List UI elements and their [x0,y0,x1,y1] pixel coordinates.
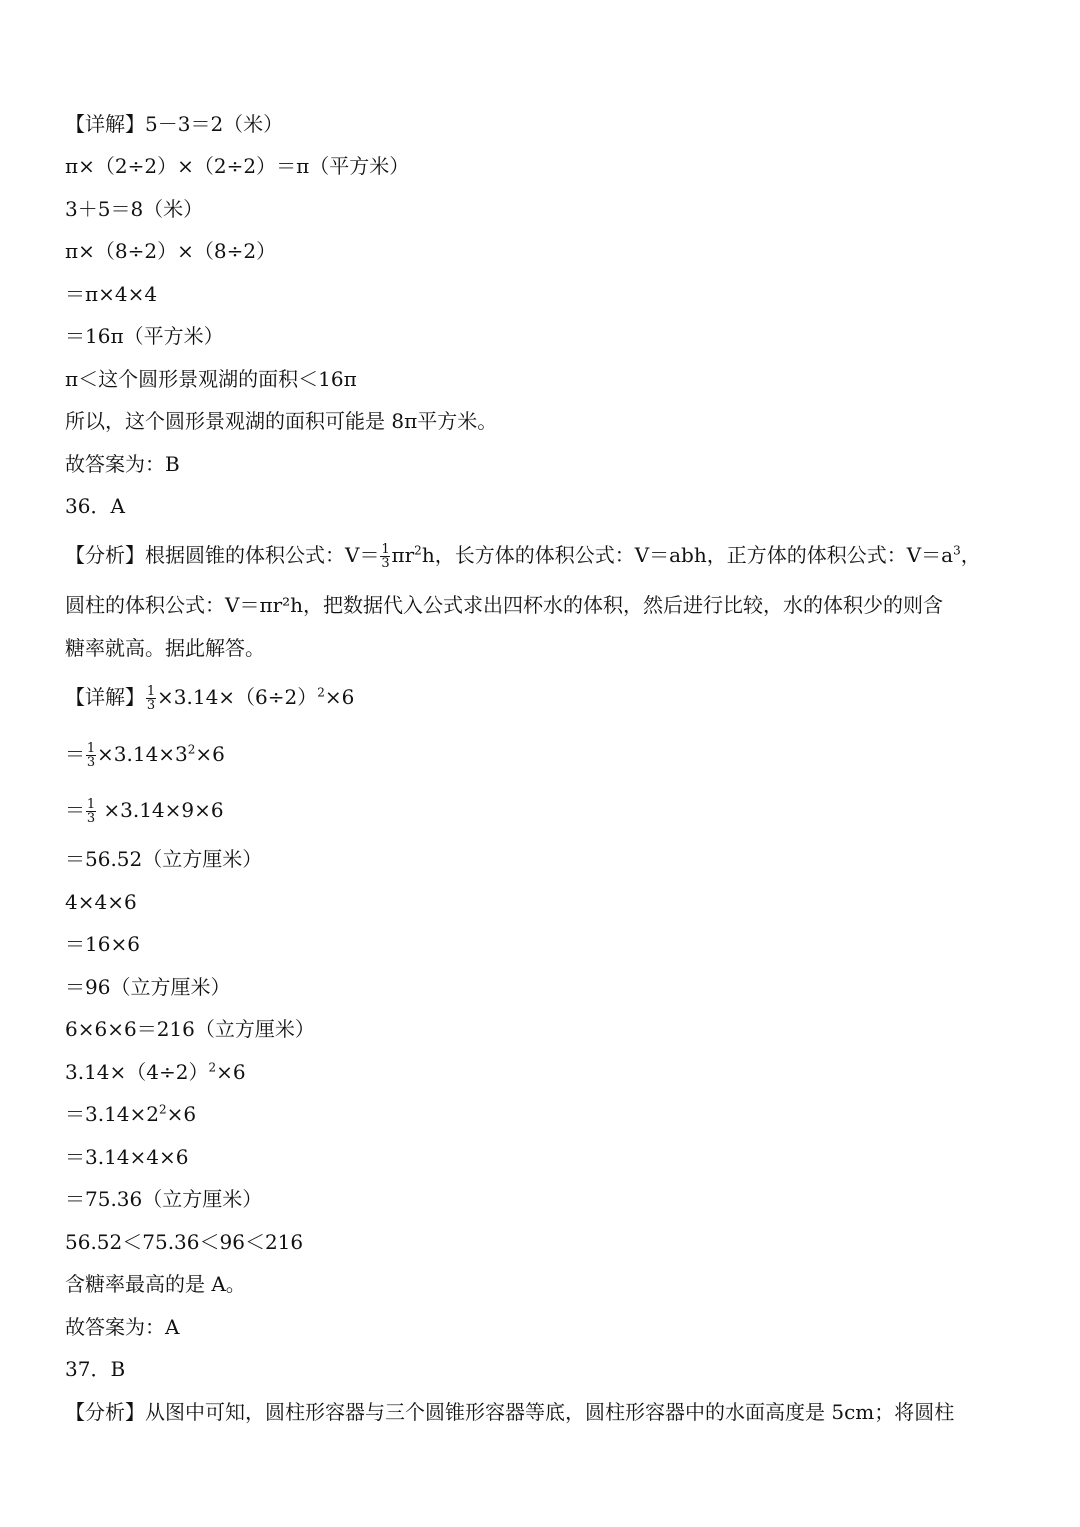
superscript: 3 [953,543,961,558]
q35-detail-line-3: 3＋5＝8（米） [65,197,204,221]
q36-detail-line-6: ＝16×6 [65,932,140,956]
superscript: 2 [187,742,196,757]
detail-text: ×6 [324,685,355,709]
superscript: 2 [414,543,422,558]
analysis-text: πr [391,543,415,567]
detail-text: 3.14×（4÷2） [65,1060,209,1084]
detail-text: ×6 [216,1060,246,1084]
q35-conclusion: 所以，这个圆形景观湖的面积可能是 8π平方米。 [65,409,498,433]
q35-detail-line-2: π×（2÷2）×（2÷2）＝π（平方米） [65,154,410,178]
q36-detail-line-9 [65,1058,1040,1086]
q36-heading: 36．A [65,494,125,518]
q36-analysis-line-1 [65,541,1040,570]
q36-detail-line-8: 6×6×6＝216（立方厘米） [65,1017,315,1041]
q36-detail-line-1 [65,683,1040,712]
detail-text: ×3.14×（6÷2） [157,685,318,709]
q36-detail-line-11: ＝3.14×4×6 [65,1145,189,1169]
q36-detail-line-10 [65,1100,1040,1128]
q36-detail-line-7: ＝96（立方厘米） [65,975,231,999]
q36-analysis-line-2: 圆柱的体积公式：V＝πr²h，把数据代入公式求出四杯水的体积，然后进行比较，水的体积少的则含 [65,593,944,617]
detail-text: ×6 [166,1102,197,1126]
q35-detail-line-7: π＜这个圆形景观湖的面积＜16π [65,367,357,391]
q36-detail-line-14: 含糖率最高的是 A。 [65,1272,246,1296]
q35-detail-line-4: π×（8÷2）×（8÷2） [65,239,277,263]
q36-detail-line-5: 4×4×6 [65,890,137,914]
detail-label: 【详解】 [65,685,145,709]
q36-detail-line-2 [65,740,1040,769]
detail-text: ＝3.14×2 [65,1102,160,1126]
q35-detail-line-6: ＝16π（平方米） [65,324,224,348]
q36-detail-line-12: ＝75.36（立方厘米） [65,1187,263,1211]
detail-text: ＝ [65,798,85,822]
analysis-text: ， [960,543,981,567]
q36-answer: 故答案为：A [65,1315,180,1339]
superscript: 2 [159,1102,167,1117]
q37-analysis-line-1: 【分析】从图中可知，圆柱形容器与三个圆锥形容器等底，圆柱形容器中的水面高度是 5cm；将圆柱 [65,1400,955,1424]
fraction-one-third: $\frac{1}{3}$ [86,741,96,770]
analysis-text: h，长方体的体积公式：V＝abh，正方体的体积公式：V＝a [421,543,954,567]
fraction-one-third: $\frac{1}{3}$ [146,684,156,713]
q36-detail-line-13: 56.52＜75.36＜96＜216 [65,1230,304,1254]
analysis-text: 【分析】根据圆锥的体积公式：V＝ [65,543,380,567]
detail-text: ×3.14×9×6 [97,798,224,822]
superscript: 2 [208,1060,217,1075]
q36-detail-line-4: ＝56.52（立方厘米） [65,847,263,871]
q35-detail-line-5: ＝π×4×4 [65,282,158,306]
superscript: 2 [317,685,325,700]
q35-answer: 故答案为：B [65,452,180,476]
fraction-one-third: $\frac{1}{3}$ [381,542,390,571]
q37-heading: 37．B [65,1357,126,1381]
q35-detail-line-1: 【详解】5－3＝2（米） [65,112,284,136]
detail-text: ×3.14×3 [97,742,188,766]
fraction-one-third: $\frac{1}{3}$ [86,797,96,826]
q36-analysis-line-3: 糖率就高。据此解答。 [65,636,265,660]
detail-text: ×6 [195,742,225,766]
q36-detail-line-3 [65,796,1040,825]
detail-text: ＝ [65,742,85,766]
